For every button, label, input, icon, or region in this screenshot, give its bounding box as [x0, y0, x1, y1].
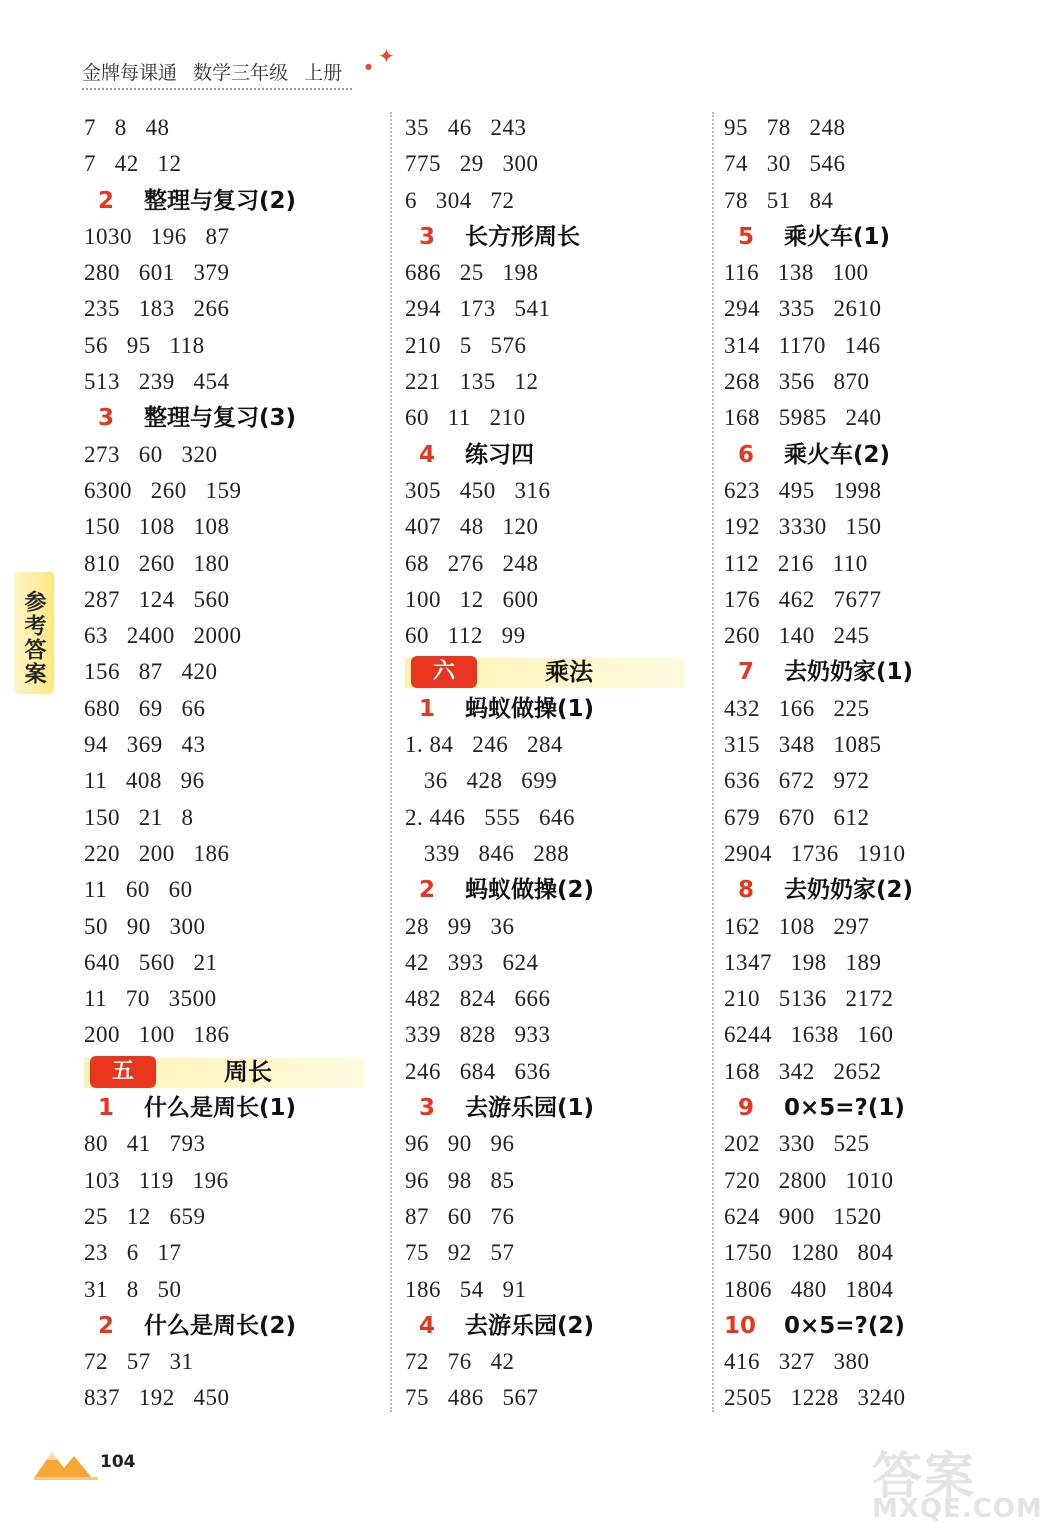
lesson-title: 整理与复习(2) [144, 187, 297, 214]
answer-row: 60 11 210 [405, 405, 526, 431]
answer-row: 220 200 186 [84, 840, 230, 866]
lesson-heading [84, 400, 374, 436]
answer-row: 168 342 2652 [724, 1058, 882, 1084]
volume-label: 上册 [304, 62, 343, 84]
lesson-heading [724, 872, 1014, 908]
answer-row: 103 119 196 [84, 1167, 229, 1193]
lesson-heading [84, 183, 374, 219]
answer-row: 116 138 100 [724, 260, 869, 286]
lesson-heading [405, 872, 695, 908]
answer-row: 200 100 186 [84, 1022, 230, 1048]
answer-row: 1. 84 246 284 [405, 732, 563, 758]
answer-row: 623 495 1998 [724, 477, 882, 503]
answer-row: 210 5136 2172 [724, 986, 894, 1012]
lesson-title: 整理与复习(3) [144, 405, 297, 432]
answer-column-1 [84, 110, 374, 1417]
answer-row: 94 369 43 [84, 732, 206, 758]
answer-row: 260 140 245 [724, 623, 870, 649]
answer-row: 112 216 110 [724, 550, 868, 576]
lesson-heading [84, 1090, 374, 1126]
column-divider [390, 112, 392, 1412]
watermark-domain: MXQE.COM [872, 1494, 1043, 1524]
answer-row: 42 393 624 [405, 949, 539, 975]
answer-row: 176 462 7677 [724, 586, 882, 612]
answer-row: 210 5 576 [405, 332, 527, 358]
lesson-title: 去游乐园(1) [465, 1095, 595, 1122]
lesson-number: 7 [737, 659, 754, 686]
answer-row: 7 8 48 [84, 115, 170, 140]
answer-row: 60 112 99 [405, 623, 526, 649]
book-title: 金牌每课通 [82, 62, 178, 84]
lesson-heading [724, 219, 1014, 255]
answer-row: 268 356 870 [724, 369, 870, 395]
answer-row: 680 69 66 [84, 695, 206, 721]
lesson-number: 1 [418, 695, 435, 722]
answer-row: 432 166 225 [724, 695, 870, 721]
answer-row: 1347 198 189 [724, 949, 882, 975]
lesson-number: 3 [97, 405, 114, 432]
answer-row: 221 135 12 [405, 369, 539, 395]
answer-row: 2904 1736 1910 [724, 840, 906, 866]
unit-title: 乘法 [545, 658, 593, 687]
lesson-title: 长方形周长 [465, 223, 580, 250]
lesson-number: 3 [418, 223, 435, 250]
answer-row: 28 99 36 [405, 913, 515, 939]
answer-row: 416 327 380 [724, 1349, 870, 1375]
lesson-number: 8 [737, 877, 754, 904]
answer-row: 339 846 288 [405, 840, 570, 866]
lesson-title: 去奶奶家(1) [784, 659, 914, 686]
answer-row: 305 450 316 [405, 477, 551, 503]
answer-row: 6300 260 159 [84, 477, 242, 503]
answer-row: 1750 1280 804 [724, 1240, 894, 1266]
answer-row: 75 92 57 [405, 1240, 515, 1266]
answer-row: 150 21 8 [84, 804, 194, 830]
answer-row: 96 98 85 [405, 1167, 515, 1193]
answer-row: 11 60 60 [84, 877, 193, 903]
lesson-title: 什么是周长(1) [144, 1095, 297, 1122]
answer-row: 192 3330 150 [724, 514, 882, 540]
lesson-title: 蚂蚁做操(1) [465, 695, 595, 722]
answer-row: 287 124 560 [84, 586, 230, 612]
answer-row: 294 173 541 [405, 296, 551, 322]
answer-row: 624 900 1520 [724, 1203, 882, 1229]
answer-row: 1030 196 87 [84, 223, 230, 249]
answer-row: 775 29 300 [405, 151, 539, 177]
answer-row: 6 304 72 [405, 187, 515, 213]
lesson-heading [405, 437, 695, 473]
answer-row: 314 1170 146 [724, 332, 881, 358]
answer-row: 63 2400 2000 [84, 623, 242, 649]
answer-row: 482 824 666 [405, 986, 551, 1012]
lesson-heading [405, 219, 695, 255]
lesson-number: 2 [97, 187, 114, 214]
subject-label: 数学三年级 [193, 62, 289, 84]
unit-number-badge: 五 [90, 1056, 156, 1088]
book-header [82, 58, 352, 90]
column-divider [712, 112, 714, 1412]
sparkle-icon: ✦ [378, 44, 395, 68]
lesson-heading [84, 1308, 374, 1344]
answer-row: 72 57 31 [84, 1349, 194, 1375]
lesson-heading [724, 654, 1014, 690]
answer-row: 95 78 248 [724, 115, 846, 140]
answer-row: 78 51 84 [724, 187, 834, 213]
answer-row: 31 8 50 [84, 1276, 182, 1302]
answer-row: 294 335 2610 [724, 296, 882, 322]
lesson-title: 什么是周长(2) [144, 1312, 297, 1339]
answer-row: 35 46 243 [405, 115, 527, 140]
answer-row: 235 183 266 [84, 296, 230, 322]
answer-row: 186 54 91 [405, 1276, 527, 1302]
answer-row: 202 330 525 [724, 1131, 870, 1157]
answer-row: 273 60 320 [84, 441, 218, 467]
answer-column-3 [724, 110, 1014, 1417]
answer-row: 80 41 793 [84, 1131, 206, 1157]
answer-row: 156 87 420 [84, 659, 218, 685]
lesson-title: 练习四 [465, 441, 534, 468]
lesson-number: 4 [418, 1312, 435, 1339]
answer-row: 36 428 699 [405, 768, 558, 794]
answer-row: 23 6 17 [84, 1240, 182, 1266]
lesson-title: 乘火车(1) [784, 223, 891, 250]
answer-row: 315 348 1085 [724, 732, 882, 758]
mountain-logo-icon [34, 1444, 98, 1480]
unit-heading [84, 1054, 374, 1090]
lesson-number: 1 [97, 1095, 114, 1122]
answer-row: 513 239 454 [84, 369, 230, 395]
answer-row: 720 2800 1010 [724, 1167, 894, 1193]
lesson-number: 2 [97, 1312, 114, 1339]
lesson-heading [405, 1090, 695, 1126]
lesson-number: 4 [418, 441, 435, 468]
watermark-logo: 答案 [872, 1447, 976, 1505]
sidebar-label: 参考答案 [21, 590, 46, 686]
answer-row: 2505 1228 3240 [724, 1385, 906, 1411]
answer-row: 75 486 567 [405, 1385, 539, 1411]
dot-icon: ● [365, 62, 372, 71]
lesson-heading [724, 1090, 1014, 1126]
answer-row: 686 25 198 [405, 260, 539, 286]
answer-column-2 [405, 110, 695, 1417]
answer-row: 407 48 120 [405, 514, 539, 540]
answer-row: 837 192 450 [84, 1385, 230, 1411]
lesson-title: 去游乐园(2) [465, 1312, 595, 1339]
lesson-heading [724, 1308, 1014, 1344]
answer-row: 50 90 300 [84, 913, 206, 939]
answer-row: 56 95 118 [84, 332, 205, 358]
answer-row: 1806 480 1804 [724, 1276, 894, 1302]
answer-row: 25 12 659 [84, 1203, 206, 1229]
page-number: 104 [100, 1452, 136, 1472]
answer-row: 6244 1638 160 [724, 1022, 894, 1048]
lesson-title: 0×5=?(2) [784, 1312, 905, 1339]
unit-title: 周长 [224, 1057, 272, 1086]
answer-row: 679 670 612 [724, 804, 870, 830]
answer-row: 100 12 600 [405, 586, 539, 612]
answer-row: 96 90 96 [405, 1131, 515, 1157]
lesson-title: 乘火车(2) [784, 441, 891, 468]
answer-row: 74 30 546 [724, 151, 846, 177]
answer-row: 68 276 248 [405, 550, 539, 576]
answer-row: 150 108 108 [84, 514, 230, 540]
answer-row: 87 60 76 [405, 1203, 515, 1229]
answer-row: 7 42 12 [84, 151, 182, 177]
answer-row: 72 76 42 [405, 1349, 515, 1375]
answer-row: 810 260 180 [84, 550, 230, 576]
answer-row: 280 601 379 [84, 260, 230, 286]
lesson-heading [405, 691, 695, 727]
lesson-title: 0×5=?(1) [784, 1095, 905, 1122]
unit-number-badge: 六 [411, 656, 477, 688]
answer-row: 168 5985 240 [724, 405, 882, 431]
answer-row: 640 560 21 [84, 949, 218, 975]
lesson-title: 蚂蚁做操(2) [465, 877, 595, 904]
answer-row: 11 70 3500 [84, 986, 217, 1012]
answer-row: 246 684 636 [405, 1058, 551, 1084]
lesson-number: 10 [724, 1312, 757, 1339]
lesson-heading [724, 437, 1014, 473]
answer-row: 162 108 297 [724, 913, 870, 939]
answer-row: 2. 446 555 646 [405, 804, 575, 830]
lesson-number: 9 [737, 1095, 754, 1122]
lesson-heading [405, 1308, 695, 1344]
lesson-number: 6 [737, 441, 754, 468]
answer-row: 11 408 96 [84, 768, 205, 794]
lesson-number: 3 [418, 1095, 435, 1122]
lesson-title: 去奶奶家(2) [784, 877, 914, 904]
answer-row: 636 672 972 [724, 768, 870, 794]
lesson-number: 2 [418, 877, 435, 904]
unit-heading [405, 654, 695, 690]
lesson-number: 5 [737, 223, 754, 250]
answer-row: 339 828 933 [405, 1022, 551, 1048]
